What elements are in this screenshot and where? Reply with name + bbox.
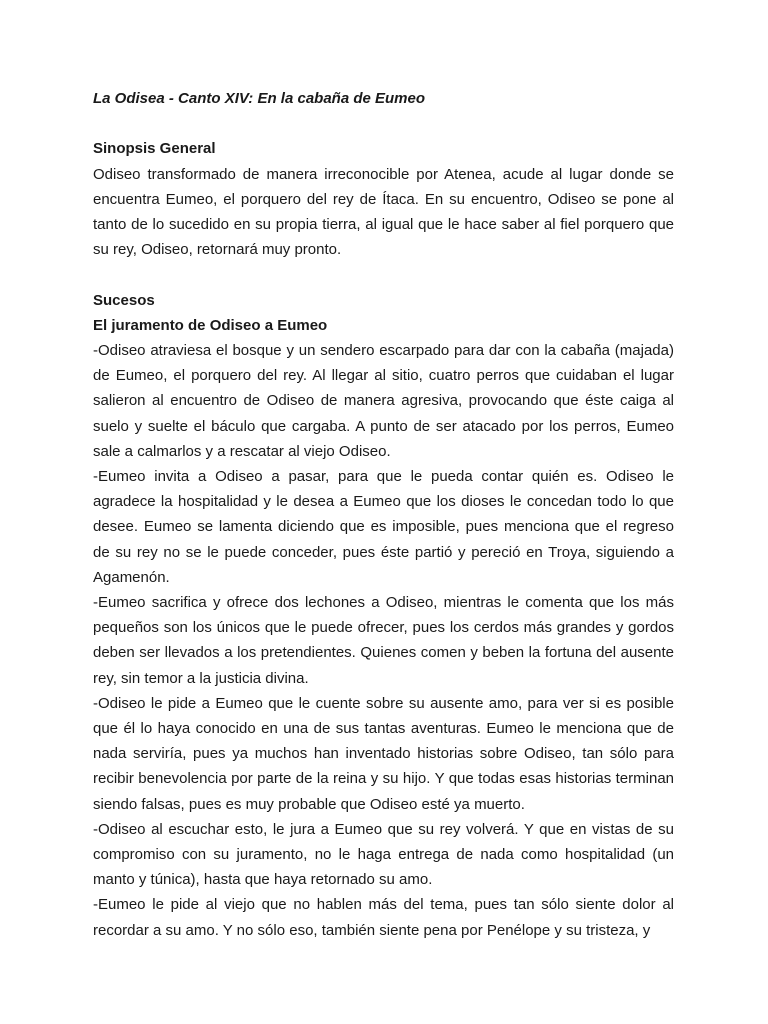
event-paragraph: -Eumeo le pide al viejo que no hablen más del tema, pues tan sólo siente dolor al recordar a su amo. Y no sólo eso, también siente pena por Penélope y su tristeza, y — [93, 896, 674, 939]
document-page — [93, 86, 674, 943]
event-paragraph: -Eumeo invita a Odiseo a pasar, para que le pueda contar quién es. Odiseo le agradece la hospitalidad y le desea a Eumeo que los dioses le concedan todo lo que desee. Eumeo se lamenta diciendo que es imposible, pues menciona que el regreso de su rey no se le puede conceder, pues éste partió y pereció en Troya, siguiendo a Agamenón. — [93, 468, 674, 586]
section-heading: El juramento de Odiseo a Eumeo — [93, 316, 328, 334]
synopsis-paragraph: Odiseo transformado de manera irreconocible por Atenea, acude al lugar donde se encuentra Eumeo, el porquero del rey de Ítaca. En su encuentro, Odiseo se pone al tanto de lo sucedido en su propia tierra, al igual que le hace saber al fiel porquero que su rey, Odiseo, retornará muy pronto. — [93, 165, 674, 259]
event-paragraph: -Eumeo sacrifica y ofrece dos lechones a Odiseo, mientras le comenta que los más pequeños son los únicos que le puede ofrecer, pues los cerdos más grandes y gordos deben ser llevados a los pretendientes. Quienes comen y beben la fortuna del ausente rey, sin temor a la justicia divina. — [93, 594, 674, 687]
spacer — [93, 111, 674, 136]
event-paragraph: -Odiseo le pide a Eumeo que le cuente sobre su ausente amo, para ver si es posible que él lo haya conocido en una de sus tantas aventuras. Eumeo le menciona que de nada serviría, pues ya muchos han inventado historias sobre Odiseo, tan sólo para recibir benevolencia por parte de la reina y su hijo. Y que todas esas historias terminan siendo falsas, pues es muy probable que Odiseo esté ya muerto. — [93, 694, 674, 813]
spacer — [93, 262, 674, 287]
event-paragraph: -Odiseo al escuchar esto, le jura a Eumeo que su rey volverá. Y que en vistas de su compromiso con su juramento, no le haga entrega de nada como hospitalidad (un manto y túnica), hasta que haya retornado su amo. — [93, 820, 674, 889]
event-paragraph: -Odiseo atraviesa el bosque y un sendero escarpado para dar con la cabaña (majada) de Eumeo, el porquero del rey. Al llegar al sitio, cuatro perros que cuidaban el lugar salieron al encuentro de Odiseo de manera agresiva, provocando que éste caiga al suelo y suelte el báculo que cargaba. A punto de ser atacado por los perros, Eumeo sale a calmarlos y a rescatar al viejo Odiseo. — [93, 342, 674, 460]
synopsis-heading: Sinopsis General — [93, 140, 216, 158]
events-heading: Sucesos — [93, 291, 155, 309]
document-title: La Odisea - Canto XIV: En la cabaña de Eumeo — [93, 90, 426, 107]
